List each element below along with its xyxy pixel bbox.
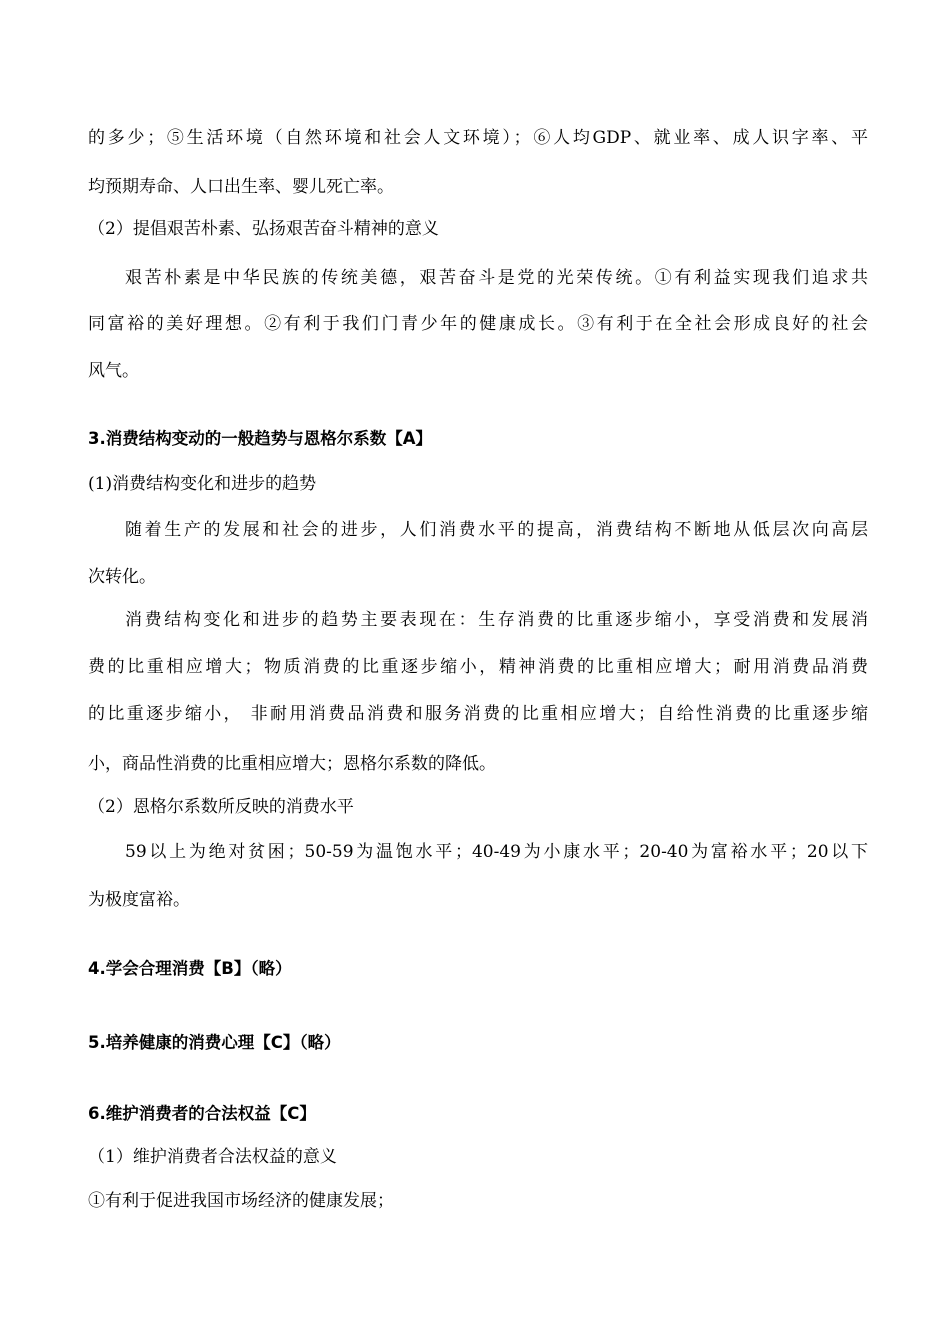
paragraph-line: 费的比重相应增大；物质消费的比重逐步缩小，精神消费的比重相应增大；耐用消费品消费: [88, 657, 868, 677]
section-heading: 3.消费结构变动的一般趋势与恩格尔系数【A】: [88, 429, 433, 448]
paragraph-line: 艰苦朴素是中华民族的传统美德，艰苦奋斗是党的光荣传统。①有利益实现我们追求共: [125, 268, 868, 288]
paragraph-line: 59以上为绝对贫困；50-59为温饱水平；40-49为小康水平；20-40为富裕水平；20以下: [125, 842, 868, 862]
paragraph-line: 小，商品性消费的比重相应增大；恩格尔系数的降低。: [88, 754, 496, 774]
section-heading: 4.学会合理消费【B】（略）: [88, 959, 292, 978]
section-heading: 5.培养健康的消费心理【C】（略）: [88, 1033, 341, 1052]
paragraph-line: 随着生产的发展和社会的进步，人们消费水平的提高，消费结构不断地从低层次向高层: [125, 520, 868, 540]
paragraph-line: 的比重逐步缩小， 非耐用消费品消费和服务消费的比重相应增大；自给性消费的比重逐步缩: [88, 704, 868, 724]
subsection-heading: (1)消费结构变化和进步的趋势: [88, 474, 317, 494]
paragraph-line: 消费结构变化和进步的趋势主要表现在：生存消费的比重逐步缩小，享受消费和发展消: [125, 610, 868, 630]
paragraph-line: 为极度富裕。: [88, 890, 190, 910]
paragraph-line: 次转化。: [88, 567, 156, 587]
paragraph-line: 风气。: [88, 361, 139, 381]
list-item: ①有利于促进我国市场经济的健康发展；: [88, 1191, 394, 1211]
paragraph-line: 同富裕的美好理想。②有利于我们门青少年的健康成长。③有利于在全社会形成良好的社会: [88, 314, 868, 334]
section-heading: 6.维护消费者的合法权益【C】: [88, 1104, 316, 1123]
paragraph-line: 均预期寿命、人口出生率、婴儿死亡率。: [88, 177, 394, 197]
subsection-heading: （2）提倡艰苦朴素、弘扬艰苦奋斗精神的意义: [88, 219, 439, 239]
paragraph-line: 的多少；⑤生活环境（自然环境和社会人文环境）；⑥人均GDP、就业率、成人识字率、平: [88, 128, 868, 148]
subsection-heading: （1）维护消费者合法权益的意义: [88, 1147, 337, 1167]
subsection-heading: （2）恩格尔系数所反映的消费水平: [88, 797, 354, 817]
